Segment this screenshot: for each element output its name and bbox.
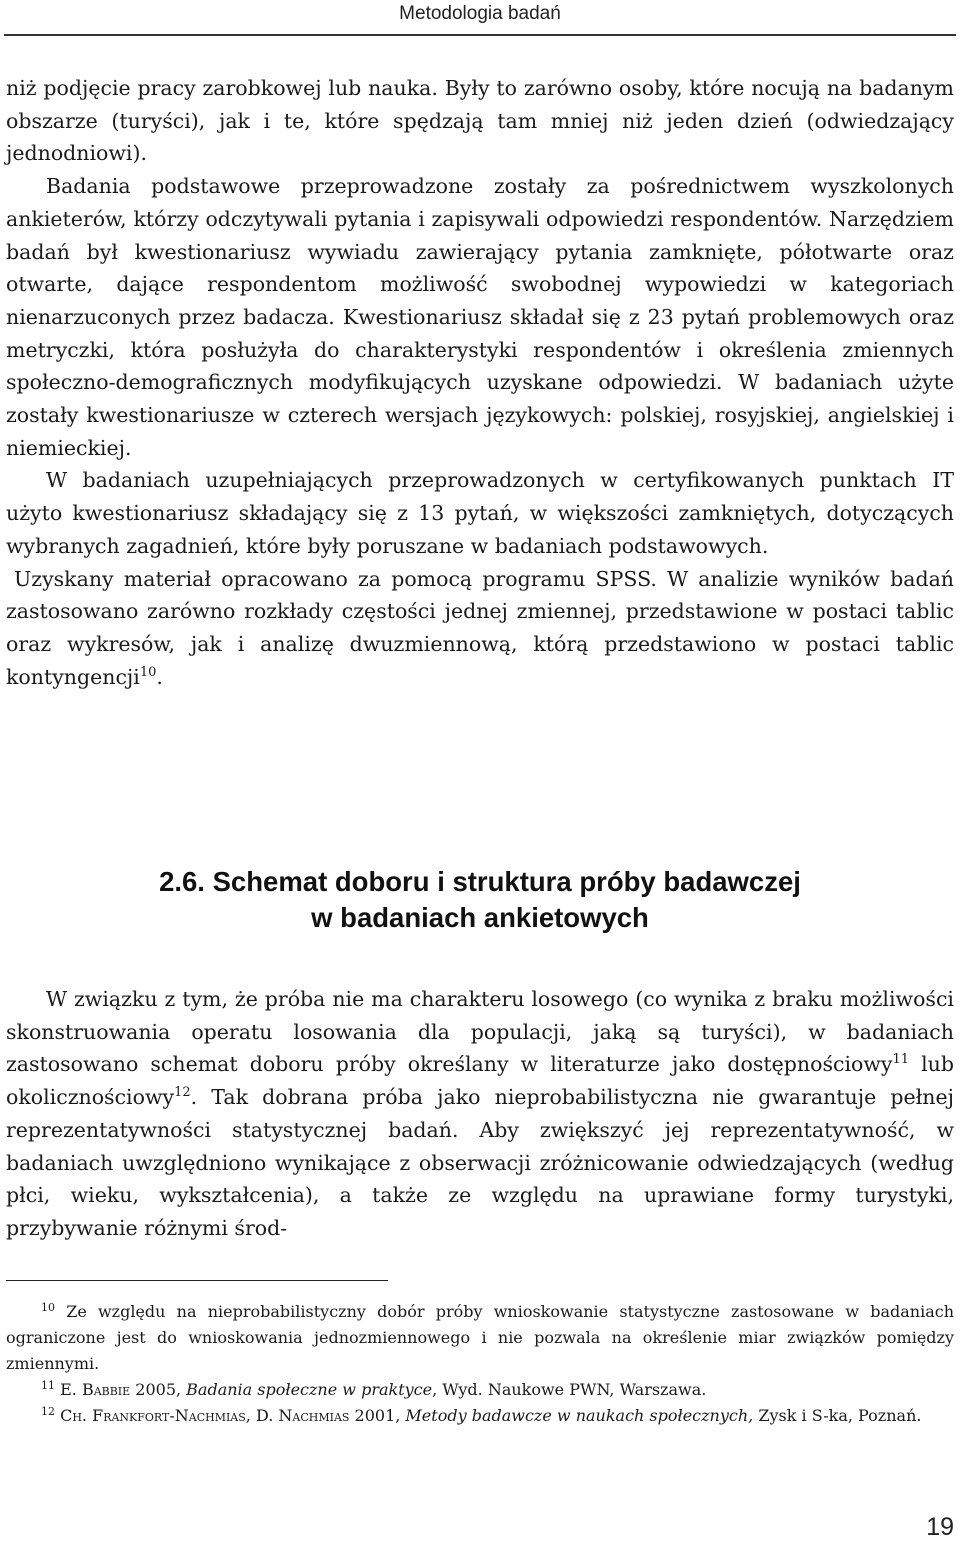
footnote-number: 11 [41, 1379, 55, 1392]
footnote-10 [6, 1299, 954, 1377]
footnote-number: 10 [41, 1301, 55, 1314]
sampling-text-c: . Tak dobrana próba jako nieprobabilistyczna nie gwarantuje pełnej reprezentatywności statystycznej badań. Aby zwiększyć jej reprezentatywność, w badaniach uwzględniono wynikające z obserwacji zróżnicowanie odwiedzających (według płci, wieku, wykształcenia), a także ze względu na uprawiane formy turystyki, przybywanie różnymi środ- [6, 1085, 954, 1240]
paragraph-analysis [6, 563, 954, 694]
section-title-part2: w badaniach ankietowych [311, 902, 649, 933]
header-divider [4, 34, 956, 36]
sampling-text-a: W związku z tym, że próba nie ma charakteru losowego (co wynika z braku możliwości skonstruowania operatu losowania dla populacji, jaką są turyści), w badaniach zastosowano schemat doboru próby określany w literaturze jako dostępnościowy [6, 987, 954, 1077]
footnote-year: 2005, [130, 1380, 187, 1399]
footnote-11 [6, 1377, 954, 1403]
footnotes [6, 1299, 954, 1429]
footnote-author: Ch. Frankfort-Nachmias, D. Nachmias [55, 1406, 350, 1425]
footnote-divider [6, 1280, 388, 1281]
footnote-ref-12[interactable]: 12 [174, 1085, 191, 1101]
footnote-year: 2001, [349, 1406, 406, 1425]
section-title-part1: Schemat doboru i struktura próby badawczej [212, 866, 801, 897]
body-text-bottom [6, 983, 954, 1245]
footnote-ref-10[interactable]: 10 [139, 664, 157, 680]
analysis-period: . [156, 664, 163, 689]
section-heading [0, 864, 960, 936]
section-heading-line1 [0, 864, 960, 900]
footnote-number: 12 [41, 1405, 55, 1418]
footnote-ref-11[interactable]: 11 [892, 1052, 910, 1068]
paragraph-continuation: niż podjęcie pracy zarobkowej lub nauka. Były to zarówno osoby, które nocują na badanym obszarze (turyści), jak i te, które spędzają tam mniej niż jeden dzień (odwiedzający jednodniowi). [6, 76, 954, 166]
paragraph-supplementary-research: W badaniach uzupełniających przeprowadzonych w certyfikowanych punktach IT użyto kwestionariusz składający się z 13 pytań, w większości zamkniętych, dotyczących wybranych zagadnień, które były poruszane w badaniach podstawowych. [6, 468, 954, 558]
analysis-text: Uzyskany materiał opracowano za pomocą programu SPSS. W analizie wyników badań zastosowano zarówno rozkłady częstości jednej zmiennej, przedstawione w postaci tablic oraz wykresów, jak i analizę dwuzmiennową, którą przedstawiono w postaci tablic kontyngencji [6, 566, 954, 689]
body-text-top [6, 72, 954, 693]
footnote-book-title: Badania społeczne w praktyce [186, 1380, 433, 1399]
footnote-publisher: , Wyd. Naukowe PWN, Warszawa. [432, 1380, 707, 1399]
footnote-12 [6, 1403, 954, 1429]
paragraph-basic-research: Badania podstawowe przeprowadzone zostały za pośrednictwem wyszkolonych ankieterów, którzy odczytywali pytania i zapisywali odpowiedzi respondentów. Narzędziem badań był kwestionariusz wywiadu zawierający pytania zamknięte, półotwarte oraz otwarte, dające respondentom możliwość swobodnej wypowiedzi w kategoriach nienarzuconych przez badacza. Kwestionariusz składał się z 23 pytań problemowych oraz metryczki, która posłużyła do charakterystyki respondentów i określenia zmiennych społeczno-demograficznych modyfikujących uzyskane odpowiedzi. W badaniach użyte zostały kwestionariusze w czterech wersjach językowych: polskiej, rosyjskiej, angielskiej i niemieckiej. [6, 174, 954, 460]
footnote-publisher: Zysk i S-ka, Poznań. [753, 1406, 922, 1425]
footnote-book-title: Metody badawcze w naukach społecznych, [405, 1406, 754, 1425]
footnote-text: Ze względu na nieprobabilistyczny dobór próby wnioskowanie statystyczne zastosowane w badaniach ograniczone jest do wnioskowania jednozmiennowego i nie pozwala na określenie miar związków pomiędzy zmiennymi. [6, 1302, 954, 1373]
footnote-author: E. Babbie [55, 1380, 131, 1399]
running-header: Metodologia badań [399, 3, 561, 24]
section-number: 2.6. [159, 866, 205, 897]
paragraph-sampling [6, 983, 954, 1245]
page-number: 19 [926, 1513, 954, 1541]
sampling-text-b: lub okolicznościowy [6, 1052, 954, 1110]
